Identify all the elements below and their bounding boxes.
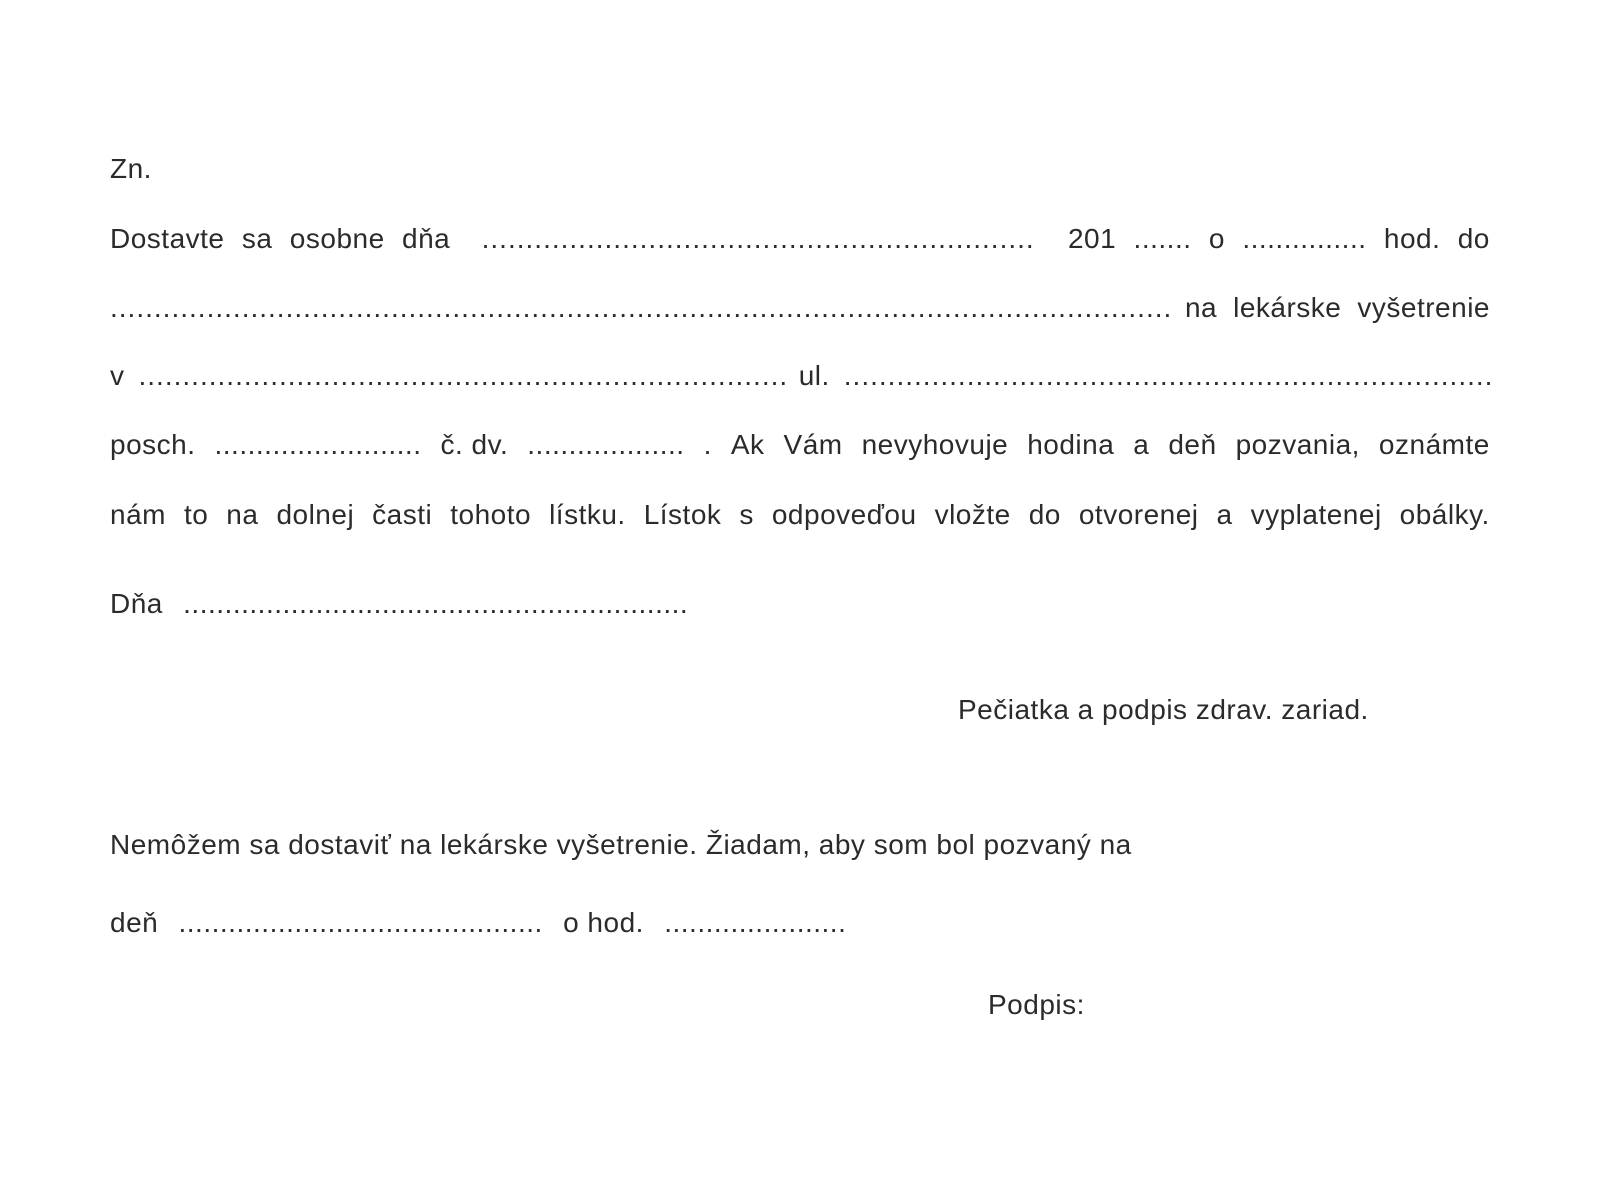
word: pozvania,: [1235, 429, 1360, 460]
word: posch.: [110, 429, 196, 460]
word: tohoto: [450, 499, 532, 530]
word: obálky.: [1399, 499, 1490, 530]
reply-date-line: [110, 906, 870, 940]
word: na: [226, 499, 259, 530]
date-label: Dňa: [110, 588, 163, 619]
word: Dostavte: [110, 223, 225, 254]
stamp-signature-label: Pečiatka a podpis zdrav. zariad.: [958, 694, 1369, 725]
word: lekárske: [1233, 292, 1342, 323]
day-label: deň: [110, 907, 159, 938]
word: na: [1184, 292, 1218, 323]
word: hod.: [1383, 223, 1441, 254]
word: a: [1216, 499, 1233, 530]
word: osobne: [289, 223, 385, 254]
form-line-issue-date: [110, 587, 750, 621]
issue-date-fill-field[interactable]: .............................................................: [183, 588, 689, 619]
time-fill-field[interactable]: ...............: [1242, 223, 1367, 254]
form-line-instructions: [110, 498, 1490, 532]
word: hodina: [1027, 429, 1115, 460]
signature-label: Podpis:: [988, 989, 1085, 1020]
reference-label: Zn.: [110, 153, 152, 184]
reply-day-fill-field[interactable]: ............................................: [178, 907, 543, 938]
word: v: [110, 360, 125, 391]
word: o: [1208, 223, 1225, 254]
word: vložte: [934, 499, 1011, 530]
word: odpoveďou: [771, 499, 917, 530]
form-line-appointment-date: [110, 222, 1490, 256]
hour-label: o hod.: [563, 907, 644, 938]
word: sa: [241, 223, 273, 254]
word: do: [1028, 499, 1061, 530]
reply-hour-fill-field[interactable]: ......................: [664, 907, 847, 938]
word: do: [1457, 223, 1490, 254]
word: dolnej: [276, 499, 355, 530]
word: nevyhovuje: [861, 429, 1009, 460]
year-fill-field[interactable]: .......: [1133, 223, 1192, 254]
word: otvorenej: [1078, 499, 1199, 530]
word: oznámte: [1378, 429, 1490, 460]
word: .: [703, 429, 712, 460]
floor-fill-field[interactable]: .........................: [214, 429, 422, 460]
city-fill-field[interactable]: [139, 359, 785, 393]
word: vyšetrenie: [1357, 292, 1490, 323]
form-line-facility: [110, 291, 1490, 325]
word: s: [739, 499, 754, 530]
word: Lístok: [643, 499, 722, 530]
year-prefix: 201: [1067, 223, 1117, 254]
word: dňa: [402, 223, 451, 254]
reply-sentence: Nemôžem sa dostaviť na lekárske vyšetrenie. Žiadam, aby som bol pozvaný na: [110, 829, 1132, 860]
word: Vám: [783, 429, 843, 460]
word: nám: [110, 499, 166, 530]
door-fill-field[interactable]: ...................: [527, 429, 685, 460]
facility-fill-field[interactable]: [110, 291, 1171, 325]
word: lístku.: [549, 499, 626, 530]
word: to: [183, 499, 209, 530]
word: ul.: [798, 360, 830, 391]
form-line-address: [110, 359, 1490, 393]
word: č. dv.: [440, 429, 509, 460]
word: Ak: [730, 429, 765, 460]
date-fill-field[interactable]: [482, 222, 1037, 256]
street-fill-field[interactable]: [844, 359, 1490, 393]
word: deň: [1168, 429, 1217, 460]
word: vyplatenej: [1250, 499, 1382, 530]
word: časti: [372, 499, 433, 530]
word: a: [1133, 429, 1150, 460]
form-line-floor: [110, 428, 1490, 462]
